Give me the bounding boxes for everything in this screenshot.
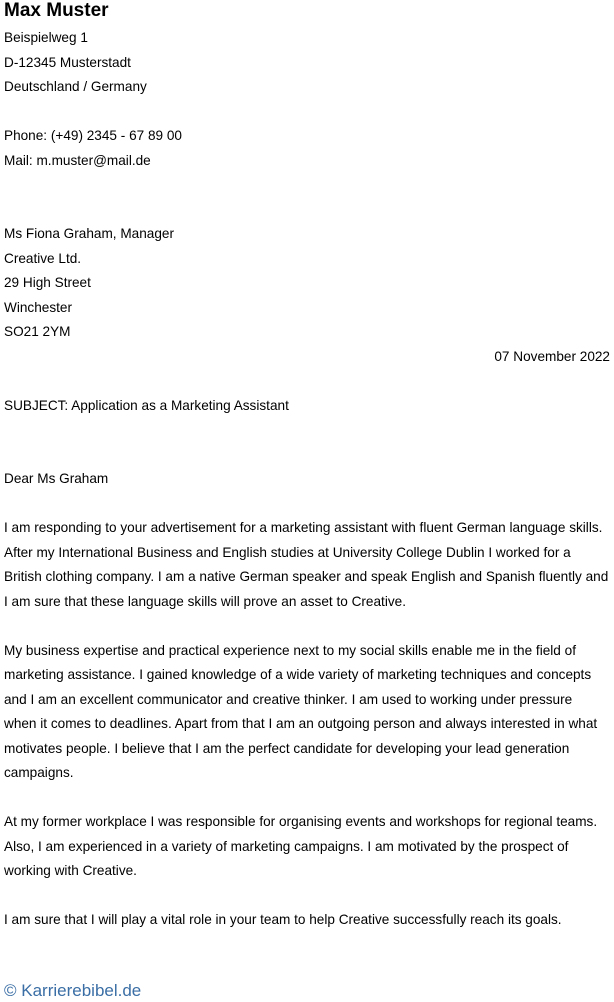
recipient-name: Ms Fiona Graham, Manager (4, 226, 174, 241)
recipient-company: Creative Ltd. (4, 250, 82, 266)
sender-address (4, 26, 610, 173)
paragraph-line: marketing assistance. I gained knowledge of a wide variety of marketing techniques and concepts (4, 667, 592, 682)
paragraph-line: British clothing company. I am a native German speaker and speak English and Spanish fluently and (4, 569, 609, 584)
copyright-footer: © Karrierebibel.de (4, 981, 142, 1000)
paragraph-line: working with Creative. (4, 863, 137, 878)
recipient-postcode: SO21 2YM (4, 324, 71, 339)
paragraph-line: campaigns. (4, 765, 74, 780)
recipient-city: Winchester (4, 299, 72, 315)
paragraph-line: At my former workplace I was responsible for organising events and workshops for regional teams. (4, 814, 598, 829)
sender-name: Max Muster (4, 0, 109, 21)
paragraph-line: After my International Business and English studies at University College Dublin I worked for a (4, 544, 571, 560)
letter-page (4, 0, 610, 933)
recipient-address (4, 222, 610, 345)
sender-city: D-12345 Musterstadt (4, 54, 131, 70)
recipient-street: 29 High Street (4, 275, 91, 290)
body-paragraph-3 (4, 810, 610, 884)
paragraph-line: I am responding to your advertisement for a marketing assistant with fluent German language skills. (4, 520, 603, 535)
paragraph-line: when it comes to deadlines. Apart from that I am an outgoing person and always interested in what (4, 716, 598, 731)
paragraph-line: and I am an excellent communicator and creative thinker. I am used to working under pressure (4, 691, 573, 707)
paragraph-line: I am sure that these language skills will prove an asset to Creative. (4, 593, 406, 609)
sender-street: Beispielweg 1 (4, 30, 88, 45)
body-paragraph-2 (4, 639, 610, 786)
sender-country: Deutschland / Germany (4, 79, 147, 94)
letter-date: 07 November 2022 (494, 348, 610, 364)
body-paragraph-1 (4, 516, 610, 614)
sender-mail: Mail: m.muster@mail.de (4, 152, 151, 168)
body-paragraph-4 (4, 908, 610, 933)
paragraph-line: My business expertise and practical experience next to my social skills enable me in the field of (4, 642, 576, 658)
sender-phone: Phone: (+49) 2345 - 67 89 00 (4, 128, 182, 143)
paragraph-line: Also, I am experienced in a variety of marketing campaigns. I am motivated by the prospect of (4, 838, 569, 854)
paragraph-line: motivates people. I believe that I am the perfect candidate for developing your lead generation (4, 740, 570, 756)
salutation: Dear Ms Graham (4, 471, 109, 486)
letter-subject: SUBJECT: Application as a Marketing Assistant (4, 397, 289, 413)
paragraph-line: I am sure that I will play a vital role in your team to help Creative successfully reach its goals. (4, 912, 562, 927)
